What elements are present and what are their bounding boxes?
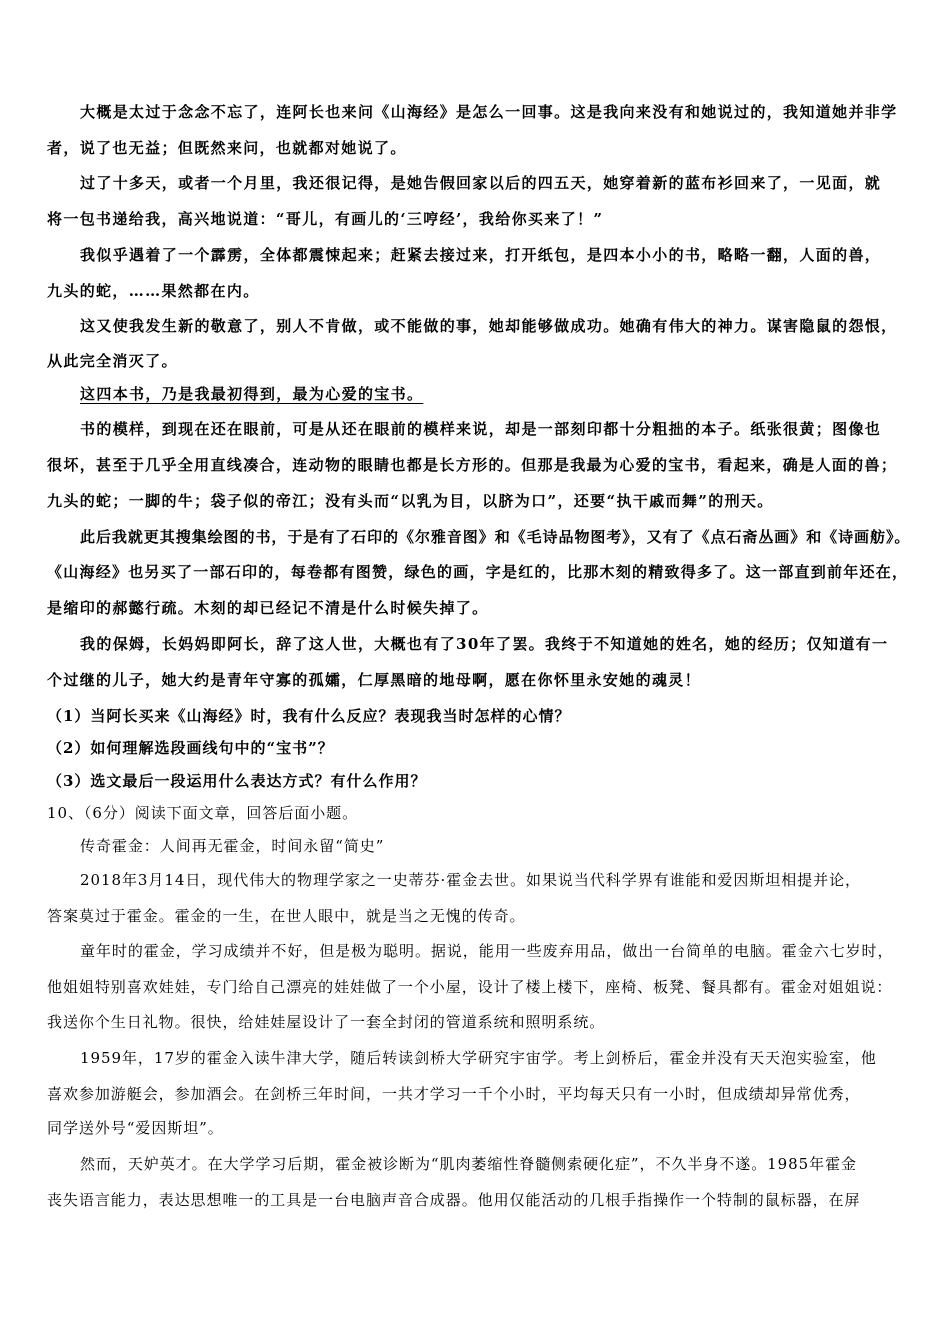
article-line: 答案莫过于霍金。霍金的一生，在世人眼中，就是当之无愧的传奇。 <box>47 907 526 925</box>
excerpt-line: 九头的蛇；一脚的牛；袋子似的帝江；没有头而“以乳为目，以脐为口”，还要“执干戚而舞”的刑天。 <box>47 492 774 510</box>
excerpt-line: 书的模样，到现在还在眼前，可是从还在眼前的模样来说，却是一部刻印都十分粗拙的本子。纸张很黄；图像也 <box>80 420 882 438</box>
excerpt-line: 是缩印的郝懿行疏。木刻的却已经记不清是什么时候失掉了。 <box>47 599 489 617</box>
excerpt-line: 我的保姆，长妈妈即阿长，辞了这人世，大概也有了30年了罢。我终于不知道她的姓名，她的经历；仅知道有一 <box>80 635 889 653</box>
excerpt-line: 很坏，甚至于几乎全用直线凑合，连动物的眼睛也都是长方形的。但那是我最为心爱的宝书，看起来，确是人面的兽； <box>47 456 898 474</box>
article-line: 然而，天妒英才。在大学学习后期，霍金被诊断为“肌肉萎缩性脊髓侧索硬化症”，不久半身不遂。1985年霍金 <box>80 1155 857 1173</box>
excerpt-line: 九头的蛇，……果然都在内。 <box>47 282 260 300</box>
excerpt-line: 将一包书递给我，高兴地说道：“哥儿，有画儿的‘三哼经’，我给你买来了！” <box>47 210 604 228</box>
excerpt-line: 《山海经》也另买了一部石印的，每卷都有图赞，绿色的画，字是红的，比那木刻的精致得多了。这一部直到前年还在， <box>47 563 909 581</box>
excerpt-line: 此后我就更其搜集绘图的书，于是有了石印的《尔雅音图》和《毛诗品物图考》，又有了《点石斋丛画》和《诗画舫》。 <box>80 528 911 546</box>
excerpt-line: 者，说了也无益；但既然来问，也就都对她说了。 <box>47 139 407 157</box>
underlined-sentence: 这四本书，乃是我最初得到，最为心爱的宝书。 <box>80 385 424 403</box>
article-line: 他姐姐特别喜欢娃娃，专门给自己漂亮的娃娃做了一个小屋，设计了楼上楼下，座椅、板凳、餐具都有。霍金对姐姐说： <box>47 978 893 996</box>
article-line: 同学送外号“爱因斯坦”。 <box>47 1119 224 1137</box>
article-line: 2018年3月14日，现代伟大的物理学家之一史蒂芬·霍金去世。如果说当代科学界有谁能和爱因斯坦相提并论， <box>80 871 861 889</box>
excerpt-line: 我似乎遇着了一个霹雳，全体都震悚起来；赶紧去接过来，打开纸包，是四本小小的书，略略一翻，人面的兽， <box>80 246 882 264</box>
excerpt-line: 从此完全消灭了。 <box>47 352 178 370</box>
question-1: （1）当阿长买来《山海经》时，我有什么反应？表现我当时怎样的心情？ <box>47 707 571 725</box>
article-line: 丧失语言能力，表达思想唯一的工具是一台电脑声音合成器。他用仅能活动的几根手指操作一个特制的鼠标器，在屏 <box>47 1191 861 1209</box>
excerpt-line: 这又使我发生新的敬意了，别人不肯做，或不能做的事，她却能够做成功。她确有伟大的神力。谋害隐鼠的怨恨， <box>80 317 898 335</box>
article-line: 喜欢参加游艇会，参加酒会。在剑桥三年时间，一共才学习一千个小时，平均每天只有一小时，但成绩却异常优秀， <box>47 1085 861 1103</box>
excerpt-line: 大概是太过于念念不忘了，连阿长也来问《山海经》是怎么一回事。这是我向来没有和她说过的，我知道她并非学 <box>80 103 898 121</box>
question-2: （2）如何理解选段画线句中的“宝书”？ <box>47 739 334 757</box>
question-3: （3）选文最后一段运用什么表达方式？有什么作用？ <box>47 772 427 790</box>
section-header: 10、（6分）阅读下面文章，回答后面小题。 <box>47 804 359 822</box>
article-line: 1959年，17岁的霍金入读牛津大学，随后转读剑桥大学研究宇宙学。考上剑桥后，霍金并没有天天泡实验室，他 <box>80 1049 877 1067</box>
article-line: 我送你个生日礼物。很快，给娃娃屋设计了一套全封闭的管道系统和照明系统。 <box>47 1013 606 1031</box>
excerpt-line: 过了十多天，或者一个月里，我还很记得，是她告假回家以后的四五天，她穿着新的蓝布衫回来了，一见面，就 <box>80 174 882 192</box>
article-title: 传奇霍金：人间再无霍金，时间永留“简史” <box>80 837 385 855</box>
article-line: 童年时的霍金，学习成绩并不好，但是极为聪明。据说，能用一些废弃用品，做出一台简单的电脑。霍金六七岁时， <box>80 942 894 960</box>
excerpt-line: 个过继的儿子，她大约是青年守寡的孤孀，仁厚黑暗的地母啊，愿在你怀里永安她的魂灵！ <box>47 671 702 689</box>
